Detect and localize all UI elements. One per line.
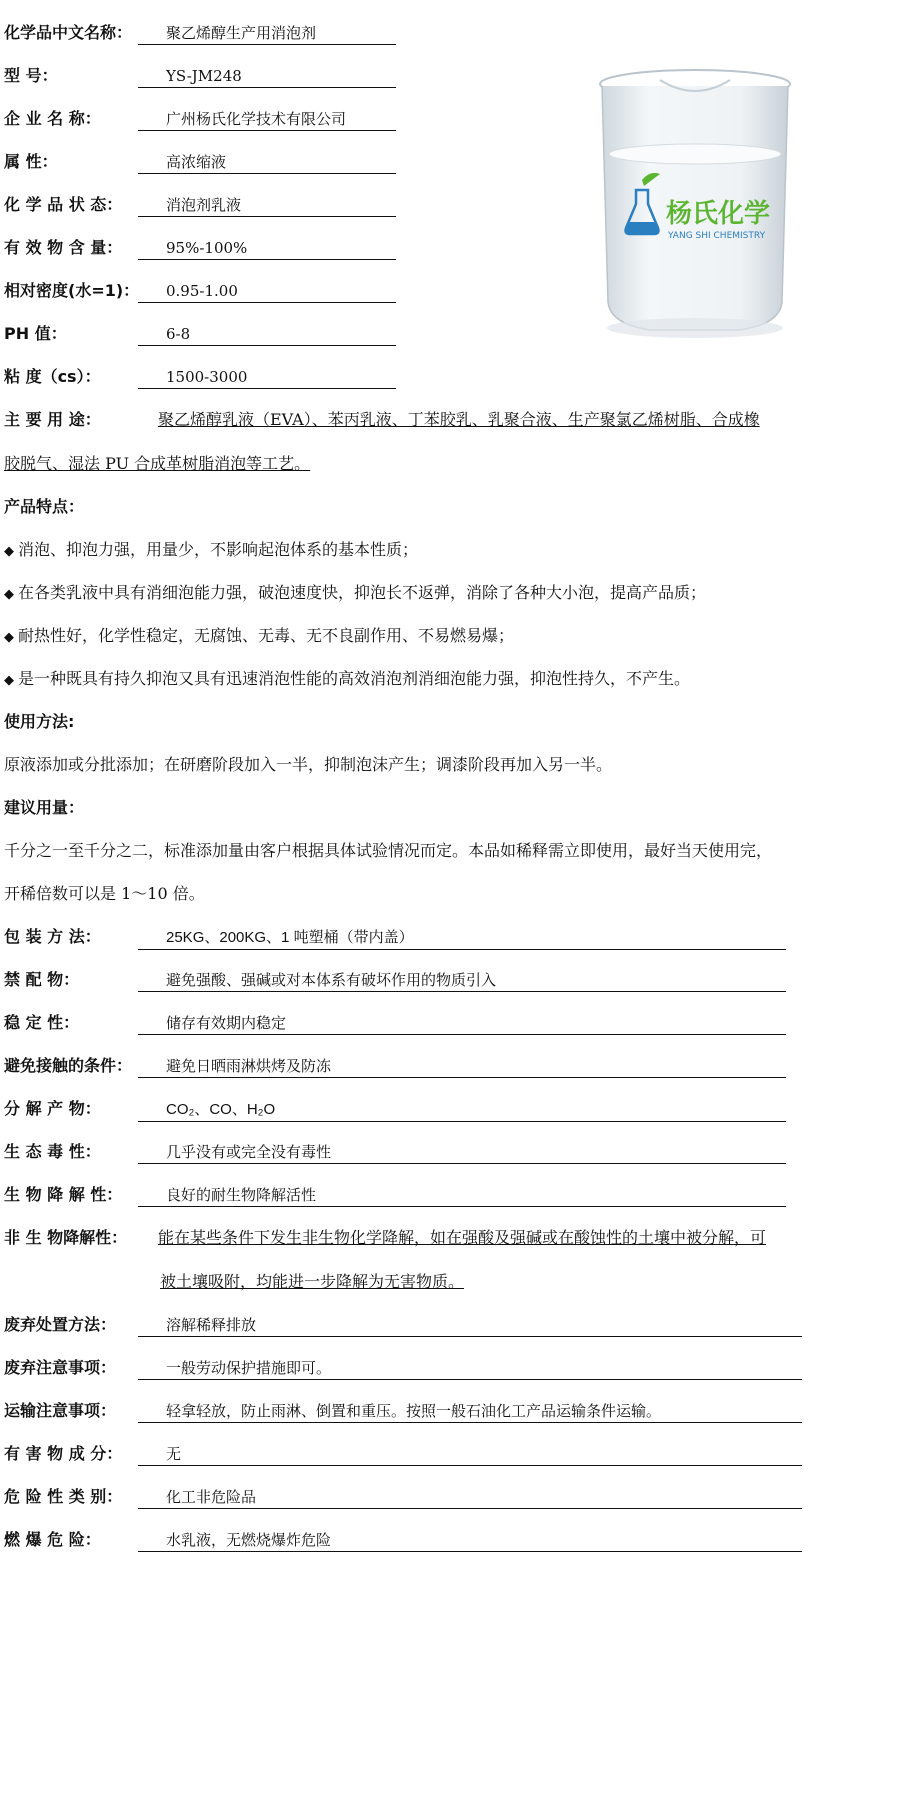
field-label: 运输注意事项：	[4, 1401, 117, 1420]
field-hazard-class	[4, 1484, 802, 1509]
feature-item: ◆ 在各类乳液中具有消细泡能力强，破泡速度快，抑泡长不返弹，消除了各种大小泡，提高产品质；	[4, 583, 707, 602]
field-label: 粘 度（cs）：	[4, 367, 101, 386]
field-ph	[4, 321, 396, 346]
brand-cn-text: 杨氏化学	[666, 199, 771, 229]
field-label: 包 装 方 法：	[4, 927, 101, 946]
field-transport-notes	[4, 1398, 802, 1423]
diamond-bullet-icon: ◆	[4, 630, 14, 645]
field-label: 稳 定 性：	[4, 1013, 80, 1032]
field-label: 化学品中文名称：	[4, 23, 133, 42]
field-attribute	[4, 149, 396, 174]
field-density	[4, 278, 396, 303]
field-value: 0.95-1.00	[138, 280, 396, 303]
field-state	[4, 192, 396, 217]
usage-line-2: 胶脱气、湿法 PU 合成革树脂消泡等工艺。	[4, 454, 311, 473]
field-label: 废弃处置方法：	[4, 1315, 117, 1334]
usage-line-1: 聚乙烯醇乳液（EVA）、苯丙乳液、丁苯胶乳、乳聚合液、生产聚氯乙烯树脂、合成橡	[158, 410, 760, 429]
field-value: 消泡剂乳液	[138, 194, 396, 217]
field-value: 广州杨氏化学技术有限公司	[138, 108, 396, 131]
field-label: 主 要 用 途：	[4, 410, 101, 429]
field-viscosity	[4, 364, 396, 389]
field-label: 化 学 品 状 态：	[4, 195, 123, 214]
field-value: 高浓缩液	[138, 151, 396, 174]
field-value: 一般劳动保护措施即可。	[138, 1357, 802, 1380]
field-value: YS-JM248	[138, 65, 396, 88]
field-label: 废弃注意事项：	[4, 1358, 117, 1377]
field-content	[4, 235, 396, 260]
field-hazardous-components	[4, 1441, 802, 1466]
field-value: 水乳液，无燃烧爆炸危险	[138, 1529, 802, 1552]
field-chem-name	[4, 20, 396, 45]
field-label: 型 号：	[4, 66, 58, 85]
field-usage	[4, 407, 760, 430]
diamond-bullet-icon: ◆	[4, 673, 14, 688]
feature-item: ◆ 消泡、抑泡力强，用量少，不影响起泡体系的基本性质；	[4, 540, 419, 559]
field-label: 属 性：	[4, 152, 58, 171]
field-label: 燃 爆 危 险：	[4, 1530, 101, 1549]
field-label: PH 值：	[4, 324, 67, 343]
field-biodegradability	[4, 1182, 786, 1207]
field-value: 25KG、200KG、1 吨塑桶（带内盖）	[138, 927, 786, 950]
features-heading: 产品特点：	[4, 497, 85, 516]
field-avoid-conditions	[4, 1053, 786, 1078]
field-label: 禁 配 物：	[4, 970, 80, 989]
field-value: 溶解稀释排放	[138, 1314, 802, 1337]
beaker-image	[590, 62, 800, 362]
field-incompatible	[4, 967, 786, 992]
field-value: 良好的耐生物降解活性	[138, 1184, 786, 1207]
field-value: 几乎没有或完全没有毒性	[138, 1141, 786, 1164]
field-value: 聚乙烯醇生产用消泡剂	[138, 22, 396, 45]
field-label: 非 生 物降解性：	[4, 1228, 128, 1247]
nonbio-line-2: 被土壤吸附，均能进一步降解为无害物质。	[160, 1272, 465, 1291]
diamond-bullet-icon: ◆	[4, 587, 14, 602]
field-value: 轻拿轻放，防止雨淋、倒置和重压。按照一般石油化工产品运输条件运输。	[138, 1400, 802, 1423]
field-ecotoxicity	[4, 1139, 786, 1164]
field-value: 1500-3000	[138, 366, 396, 389]
field-disposal-method	[4, 1312, 802, 1337]
field-value: 避免日晒雨淋烘烤及防冻	[138, 1055, 786, 1078]
field-nonbio-degradability	[4, 1225, 766, 1248]
field-value: CO₂、CO、H₂O	[138, 1099, 786, 1122]
brand-en-text: YANG SHI CHEMISTRY	[668, 231, 766, 241]
field-value: 储存有效期内稳定	[138, 1012, 786, 1035]
field-label: 生 态 毒 性：	[4, 1142, 101, 1161]
field-label: 分 解 产 物：	[4, 1099, 101, 1118]
field-stability	[4, 1010, 786, 1035]
diamond-bullet-icon: ◆	[4, 544, 14, 559]
field-explosion-hazard	[4, 1527, 802, 1552]
field-model	[4, 63, 396, 88]
field-label: 危 险 性 类 别：	[4, 1487, 123, 1506]
field-company	[4, 106, 396, 131]
field-value: 95%-100%	[138, 237, 396, 260]
field-label: 企 业 名 称：	[4, 109, 101, 128]
field-value: 6-8	[138, 323, 396, 346]
field-label: 相对密度(水=1)：	[4, 281, 140, 300]
nonbio-line-1: 能在某些条件下发生非生物化学降解，如在强酸及强碱或在酸蚀性的土壤中被分解，可	[158, 1228, 767, 1247]
dosage-heading: 建议用量：	[4, 798, 85, 817]
field-label: 有 效 物 含 量：	[4, 238, 123, 257]
field-packaging	[4, 924, 786, 950]
method-text: 原液添加或分批添加；在研磨阶段加入一半，抑制泡沫产生；调漆阶段再加入另一半。	[4, 755, 613, 774]
field-label: 生 物 降 解 性：	[4, 1185, 123, 1204]
feature-item: ◆ 耐热性好，化学性稳定，无腐蚀、无毒、无不良副作用、不易燃易爆；	[4, 626, 515, 645]
field-decomposition	[4, 1096, 786, 1122]
field-value: 化工非危险品	[138, 1486, 802, 1509]
field-label: 有 害 物 成 分：	[4, 1444, 123, 1463]
method-heading: 使用方法:	[4, 712, 75, 731]
dosage-line-1: 千分之一至千分之二，标准添加量由客户根据具体试验情况而定。本品如稀释需立即使用，最好当天使用完，	[4, 841, 773, 860]
field-value: 无	[138, 1443, 802, 1466]
field-value: 避免强酸、强碱或对本体系有破坏作用的物质引入	[138, 969, 786, 992]
feature-item: ◆ 是一种既具有持久抑泡又具有迅速消泡性能的高效消泡剂消细泡能力强，抑泡性持久，不产生。	[4, 669, 691, 688]
field-label: 避免接触的条件：	[4, 1056, 133, 1075]
field-disposal-notes	[4, 1355, 802, 1380]
dosage-line-2: 开稀倍数可以是 1～10 倍。	[4, 884, 205, 903]
